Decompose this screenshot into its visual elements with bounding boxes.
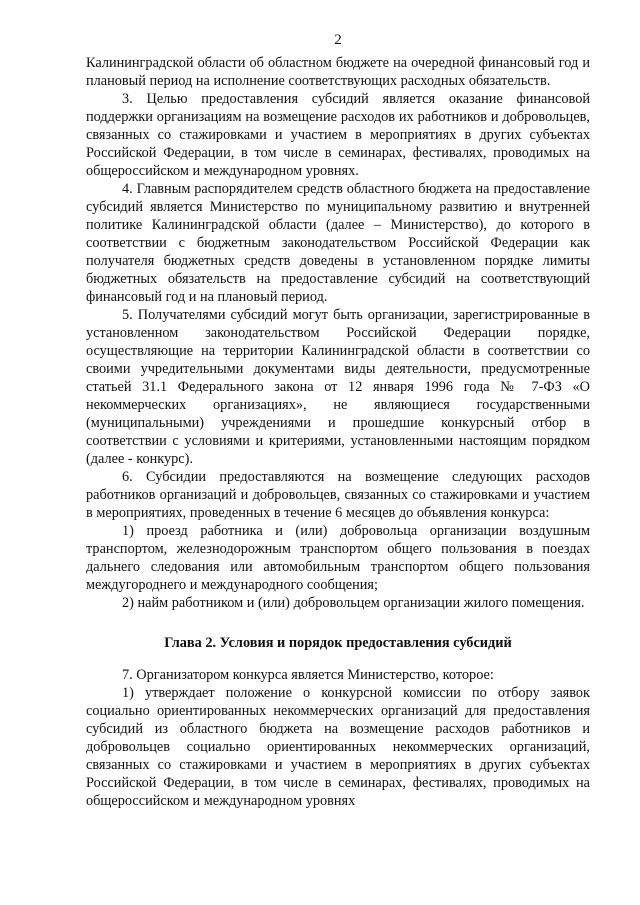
paragraph-item-5: 5. Получателями субсидий могут быть организации, зарегистрированные в установленном законодательством Российской Федерации порядке, осуществляющие на территории Калининградской области в соответствии со своими учредительными документами виды деятельности, предусмотренные статьей 31.1 Федерального закона от 12 января 1996 года № 7-ФЗ «О некоммерческих организациях», не являющиеся государственными (муниципальными) учреждениями и прошедшие конкурсный отбор в соответствии с условиями и критериями, установленными настоящим порядком (далее - конкурс). (86, 307, 590, 467)
subitem-6-1: 1) проезд работника и (или) добровольца организации воздушным транспортом, железнодорожным транспортом общего пользования в поездах дальнего следования или автомобильным транспортом общего пользования междугороднего и международного сообщения; (86, 523, 590, 593)
page-number: 2 (334, 32, 342, 48)
paragraph-continuation: Калининградской области об областном бюджете на очередной финансовый год и плановый период на исполнение соответствующих расходных обязательств. (86, 55, 590, 89)
paragraph-item-4: 4. Главным распорядителем средств областного бюджета на предоставление субсидий является Министерство по муниципальному развитию и внутренней политике Калининградской области (далее – Министерство), до которого в соответствии с бюджетным законодательством Российской Федерации как получателя бюджетных средств доведены в установленном порядке лимиты бюджетных обязательств на предоставление субсидий на соответствующий финансовый год и на плановый период. (86, 181, 590, 305)
subitem-6-2: 2) найм работником и (или) добровольцем организации жилого помещения. (122, 595, 585, 611)
paragraph-item-7: 7. Организатором конкурса является Министерство, которое: (122, 667, 494, 683)
paragraph-item-6: 6. Субсидии предоставляются на возмещение следующих расходов работников организаций и добровольцев, связанных со стажировками и участием в мероприятиях, проведенных в течение 6 месяцев до объявления конкурса: (86, 469, 590, 521)
document-page (86, 30, 590, 810)
subitem-7-1: 1) утверждает положение о конкурсной комиссии по отбору заявок социально ориентированных некоммерческих организаций для предоставления субсидий из областного бюджета на возмещение расходов работников и добровольцев социально ориентированных некоммерческих организаций, связанных со стажировками и участием в мероприятиях в других субъектах Российской Федерации, в том числе в семинарах, фестивалях, проводимых на общероссийском и международном уровнях (86, 685, 590, 809)
paragraph-item-3: 3. Целью предоставления субсидий является оказание финансовой поддержки организациям на возмещение расходов их работников и добровольцев, связанных со стажировками и участием в мероприятиях в других субъектах Российской Федерации, в том числе в семинарах, фестивалях, проводимых на общероссийском и международном уровнях. (86, 91, 590, 179)
chapter-heading: Глава 2. Условия и порядок предоставления субсидий (164, 635, 512, 651)
